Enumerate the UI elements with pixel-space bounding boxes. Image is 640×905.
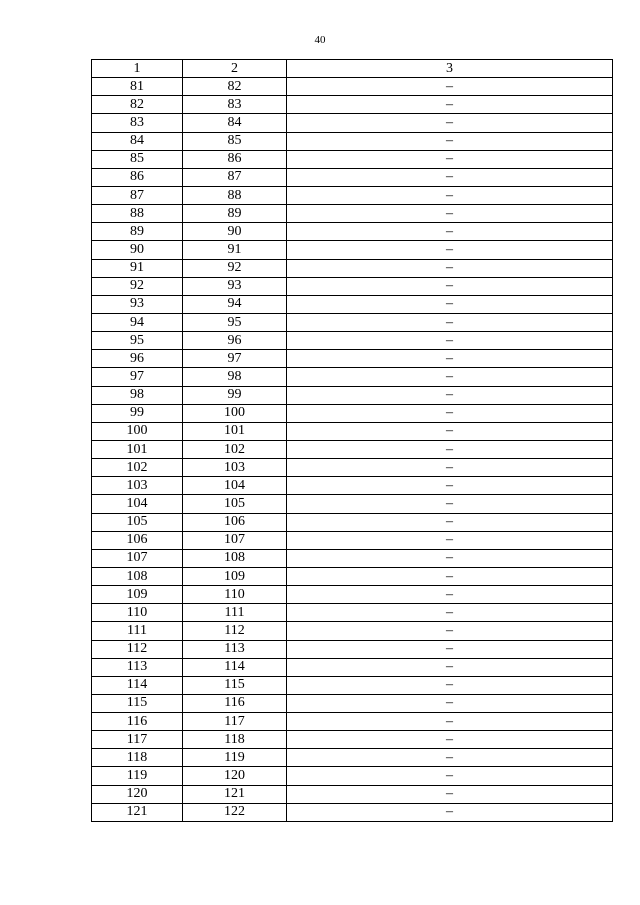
table-cell-col-2: 114 bbox=[183, 658, 287, 676]
table-cell-col-3: – bbox=[287, 767, 613, 785]
table-row bbox=[92, 785, 613, 803]
table-cell-col-2: 120 bbox=[183, 767, 287, 785]
table-cell-col-1: 86 bbox=[92, 168, 183, 186]
table-cell-col-2: 101 bbox=[183, 422, 287, 440]
table-row bbox=[92, 422, 613, 440]
table-cell-col-3: – bbox=[287, 440, 613, 458]
table-cell-col-3: – bbox=[287, 513, 613, 531]
table-row bbox=[92, 567, 613, 585]
table-row bbox=[92, 622, 613, 640]
table-cell-col-1: 94 bbox=[92, 313, 183, 331]
table-cell-col-2: 97 bbox=[183, 350, 287, 368]
table-cell-col-1: 108 bbox=[92, 567, 183, 585]
table-cell-col-3: – bbox=[287, 604, 613, 622]
table-cell-col-1: 116 bbox=[92, 713, 183, 731]
table-cell-col-1: 81 bbox=[92, 78, 183, 96]
table-cell-col-1: 96 bbox=[92, 350, 183, 368]
table-cell-col-3: – bbox=[287, 622, 613, 640]
table-cell-col-3: – bbox=[287, 168, 613, 186]
table-row bbox=[92, 604, 613, 622]
header-row bbox=[92, 60, 613, 78]
table-cell-col-1: 91 bbox=[92, 259, 183, 277]
table-cell-col-1: 105 bbox=[92, 513, 183, 531]
table-cell-col-1: 120 bbox=[92, 785, 183, 803]
table-row bbox=[92, 640, 613, 658]
table-cell-col-2: 122 bbox=[183, 803, 287, 821]
table-cell-col-1: 115 bbox=[92, 694, 183, 712]
table-cell-col-1: 119 bbox=[92, 767, 183, 785]
table-cell-col-3: – bbox=[287, 259, 613, 277]
table-cell-col-3: – bbox=[287, 368, 613, 386]
table-cell-col-3: – bbox=[287, 205, 613, 223]
table-row bbox=[92, 114, 613, 132]
table-cell-col-2: 113 bbox=[183, 640, 287, 658]
table-cell-col-2: 115 bbox=[183, 676, 287, 694]
table-cell-col-1: 106 bbox=[92, 531, 183, 549]
table-cell-col-1: 117 bbox=[92, 731, 183, 749]
table-cell-col-2: 109 bbox=[183, 567, 287, 585]
table-cell-col-2: 93 bbox=[183, 277, 287, 295]
table-row bbox=[92, 459, 613, 477]
table-row bbox=[92, 78, 613, 96]
table-row bbox=[92, 513, 613, 531]
table-cell-col-2: 84 bbox=[183, 114, 287, 132]
table-cell-col-3: – bbox=[287, 186, 613, 204]
table-row bbox=[92, 368, 613, 386]
table-row bbox=[92, 658, 613, 676]
data-table bbox=[91, 59, 613, 822]
table-row bbox=[92, 767, 613, 785]
table-cell-col-2: 110 bbox=[183, 586, 287, 604]
table-cell-col-2: 111 bbox=[183, 604, 287, 622]
table-cell-col-1: 103 bbox=[92, 477, 183, 495]
table-cell-col-1: 107 bbox=[92, 549, 183, 567]
table-cell-col-3: – bbox=[287, 694, 613, 712]
table-row bbox=[92, 168, 613, 186]
table-cell-col-2: 121 bbox=[183, 785, 287, 803]
table-cell-col-2: 86 bbox=[183, 150, 287, 168]
table-row bbox=[92, 332, 613, 350]
table-cell-col-2: 82 bbox=[183, 78, 287, 96]
table-row bbox=[92, 586, 613, 604]
table-cell-col-1: 100 bbox=[92, 422, 183, 440]
table-cell-col-1: 98 bbox=[92, 386, 183, 404]
table-cell-col-2: 108 bbox=[183, 549, 287, 567]
table-row bbox=[92, 749, 613, 767]
table-row bbox=[92, 713, 613, 731]
table-cell-col-3: – bbox=[287, 549, 613, 567]
table-row bbox=[92, 495, 613, 513]
table-cell-col-2: 91 bbox=[183, 241, 287, 259]
table-cell-col-3: – bbox=[287, 785, 613, 803]
table-cell-col-3: – bbox=[287, 241, 613, 259]
table-row bbox=[92, 386, 613, 404]
table-cell-col-3: – bbox=[287, 350, 613, 368]
table-cell-col-3: – bbox=[287, 495, 613, 513]
column-header-1: 1 bbox=[92, 60, 183, 78]
table-cell-col-1: 90 bbox=[92, 241, 183, 259]
table-cell-col-1: 104 bbox=[92, 495, 183, 513]
table-cell-col-3: – bbox=[287, 96, 613, 114]
table-cell-col-3: – bbox=[287, 531, 613, 549]
table-cell-col-3: – bbox=[287, 114, 613, 132]
table-cell-col-3: – bbox=[287, 223, 613, 241]
table-cell-col-2: 83 bbox=[183, 96, 287, 114]
table-cell-col-1: 93 bbox=[92, 295, 183, 313]
table-row bbox=[92, 803, 613, 821]
table-cell-col-2: 104 bbox=[183, 477, 287, 495]
table-cell-col-3: – bbox=[287, 404, 613, 422]
table-cell-col-2: 98 bbox=[183, 368, 287, 386]
table-body bbox=[92, 78, 613, 822]
table-row bbox=[92, 694, 613, 712]
table-cell-col-1: 111 bbox=[92, 622, 183, 640]
table-cell-col-2: 107 bbox=[183, 531, 287, 549]
table-cell-col-2: 96 bbox=[183, 332, 287, 350]
table-cell-col-2: 117 bbox=[183, 713, 287, 731]
table-cell-col-3: – bbox=[287, 713, 613, 731]
table-cell-col-3: – bbox=[287, 78, 613, 96]
table-cell-col-2: 88 bbox=[183, 186, 287, 204]
table-cell-col-1: 109 bbox=[92, 586, 183, 604]
table-cell-col-1: 84 bbox=[92, 132, 183, 150]
table-cell-col-1: 89 bbox=[92, 223, 183, 241]
table-row bbox=[92, 259, 613, 277]
table-cell-col-1: 92 bbox=[92, 277, 183, 295]
table-cell-col-3: – bbox=[287, 277, 613, 295]
table-cell-col-1: 112 bbox=[92, 640, 183, 658]
table-cell-col-1: 97 bbox=[92, 368, 183, 386]
table-cell-col-2: 106 bbox=[183, 513, 287, 531]
table-cell-col-2: 116 bbox=[183, 694, 287, 712]
table-cell-col-2: 94 bbox=[183, 295, 287, 313]
table-cell-col-3: – bbox=[287, 640, 613, 658]
table-cell-col-2: 90 bbox=[183, 223, 287, 241]
table-cell-col-2: 92 bbox=[183, 259, 287, 277]
table-cell-col-3: – bbox=[287, 658, 613, 676]
table-row bbox=[92, 350, 613, 368]
table-cell-col-2: 119 bbox=[183, 749, 287, 767]
table-cell-col-1: 87 bbox=[92, 186, 183, 204]
table-cell-col-2: 112 bbox=[183, 622, 287, 640]
table-cell-col-1: 99 bbox=[92, 404, 183, 422]
table-cell-col-1: 83 bbox=[92, 114, 183, 132]
table-cell-col-1: 88 bbox=[92, 205, 183, 223]
table-row bbox=[92, 440, 613, 458]
table-cell-col-3: – bbox=[287, 313, 613, 331]
table-cell-col-2: 85 bbox=[183, 132, 287, 150]
table-cell-col-1: 102 bbox=[92, 459, 183, 477]
table-cell-col-3: – bbox=[287, 332, 613, 350]
table-cell-col-2: 103 bbox=[183, 459, 287, 477]
table-cell-col-3: – bbox=[287, 132, 613, 150]
table-cell-col-1: 85 bbox=[92, 150, 183, 168]
table-cell-col-3: – bbox=[287, 676, 613, 694]
table-cell-col-2: 118 bbox=[183, 731, 287, 749]
table-row bbox=[92, 223, 613, 241]
table-row bbox=[92, 150, 613, 168]
column-header-3: 3 bbox=[287, 60, 613, 78]
table-cell-col-1: 95 bbox=[92, 332, 183, 350]
table-cell-col-3: – bbox=[287, 386, 613, 404]
table-row bbox=[92, 313, 613, 331]
table-cell-col-2: 102 bbox=[183, 440, 287, 458]
table-row bbox=[92, 295, 613, 313]
table-row bbox=[92, 132, 613, 150]
table-cell-col-2: 100 bbox=[183, 404, 287, 422]
table-row bbox=[92, 186, 613, 204]
table-cell-col-3: – bbox=[287, 749, 613, 767]
table-cell-col-1: 82 bbox=[92, 96, 183, 114]
table-row bbox=[92, 731, 613, 749]
table-cell-col-3: – bbox=[287, 567, 613, 585]
table-cell-col-3: – bbox=[287, 731, 613, 749]
table-header bbox=[92, 60, 613, 78]
table-row bbox=[92, 549, 613, 567]
table-cell-col-1: 118 bbox=[92, 749, 183, 767]
table-cell-col-1: 110 bbox=[92, 604, 183, 622]
table-cell-col-3: – bbox=[287, 422, 613, 440]
table-cell-col-1: 121 bbox=[92, 803, 183, 821]
table-row bbox=[92, 477, 613, 495]
table-cell-col-1: 113 bbox=[92, 658, 183, 676]
table-cell-col-3: – bbox=[287, 459, 613, 477]
column-header-2: 2 bbox=[183, 60, 287, 78]
table-row bbox=[92, 404, 613, 422]
table-row bbox=[92, 277, 613, 295]
table-cell-col-2: 99 bbox=[183, 386, 287, 404]
table-cell-col-3: – bbox=[287, 803, 613, 821]
table-row bbox=[92, 531, 613, 549]
page-number: 40 bbox=[314, 34, 326, 46]
table-cell-col-3: – bbox=[287, 150, 613, 168]
table-cell-col-1: 101 bbox=[92, 440, 183, 458]
table-cell-col-3: – bbox=[287, 295, 613, 313]
table-cell-col-3: – bbox=[287, 477, 613, 495]
table-row bbox=[92, 676, 613, 694]
table-cell-col-3: – bbox=[287, 586, 613, 604]
table-row bbox=[92, 96, 613, 114]
table-cell-col-2: 95 bbox=[183, 313, 287, 331]
table-cell-col-1: 114 bbox=[92, 676, 183, 694]
table-cell-col-2: 87 bbox=[183, 168, 287, 186]
table-row bbox=[92, 205, 613, 223]
table-cell-col-2: 105 bbox=[183, 495, 287, 513]
table-row bbox=[92, 241, 613, 259]
table-cell-col-2: 89 bbox=[183, 205, 287, 223]
